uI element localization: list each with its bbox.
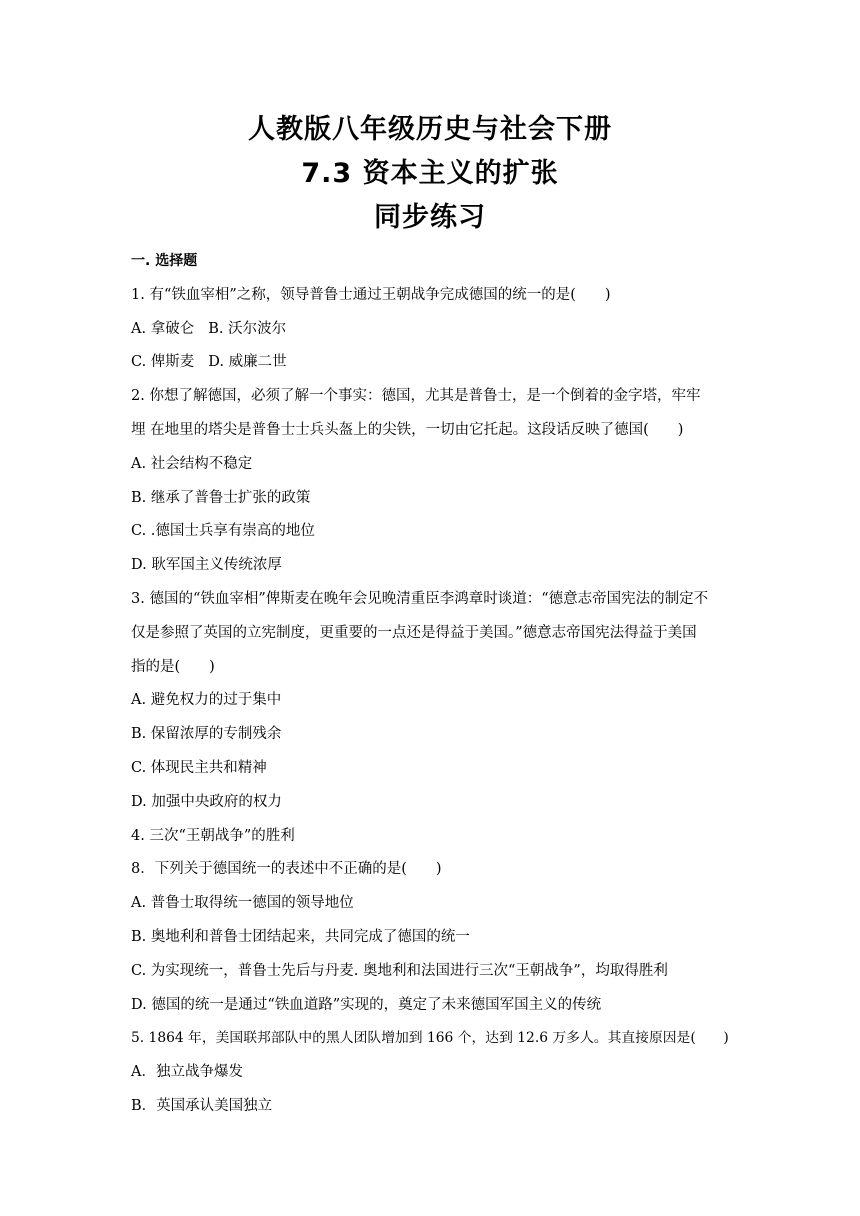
question-3-option-a: A. 避免权力的过于集中 xyxy=(131,692,282,709)
document-body xyxy=(131,245,735,1124)
question-2-option-b: B. 继承了普鲁士扩张的政策 xyxy=(131,489,311,506)
question-2-option-a: A. 社会结构不稳定 xyxy=(131,455,253,472)
question-3-option-d: D. 加强中央政府的权力 xyxy=(131,793,282,810)
question-1-options-row-2 xyxy=(131,346,735,380)
question-8-option-c: C. 为实现统一，普鲁士先后与丹麦. 奥地利和法国进行三次“王朝战争”，均取得胜利 xyxy=(131,962,668,979)
question-3-option-c: C. 体现民主共和精神 xyxy=(131,759,267,776)
question-5-option-b: B．英国承认美国独立 xyxy=(131,1097,273,1114)
question-2-stem-line-2: 埋 在地里的塔尖是普鲁士士兵头盔上的尖铁，一切由它托起。这段话反映了德国( ) xyxy=(131,421,684,438)
question-1-option-b: B. 沃尔波尔 xyxy=(208,320,287,337)
question-3-stem-line-1: 3. 德国的“铁血宰相”俾斯麦在晚年会见晚清重臣李鸿章时谈道：“德意志帝国宪法的制定不 xyxy=(131,590,709,607)
title-line-1: 人教版八年级历史与社会下册 xyxy=(248,114,612,145)
question-8-option-a: A. 普鲁士取得统一德国的领导地位 xyxy=(131,895,354,912)
question-3-option-b: B. 保留浓厚的专制残余 xyxy=(131,726,282,743)
question-8-option-d: D. 德国的统一是通过“铁血道路”实现的，奠定了未来德国军国主义的传统 xyxy=(131,996,602,1013)
document-title xyxy=(0,108,860,240)
question-2-option-d: D. 耿军国主义传统浓厚 xyxy=(131,557,282,574)
title-line-2: 7.3 资本主义的扩张 xyxy=(301,158,559,189)
question-2-option-c: C. .德国士兵享有崇高的地位 xyxy=(131,523,315,540)
question-1-stem: 1. 有“铁血宰相”之称，领导普鲁士通过王朝战争完成德国的统一的是( ) xyxy=(131,286,611,303)
section-heading: 一. 选择题 xyxy=(131,253,198,269)
question-2-stem-line-1: 2. 你想了解德国，必须了解一个事实：德国，尤其是普鲁士，是一个倒着的金字塔，牢牢 xyxy=(131,388,701,405)
question-3-stem-line-2: 仅是参照了英国的立宪制度，更重要的一点还是得益于美国。”德意志帝国宪法得益于美国 xyxy=(131,624,697,641)
question-1-options-row-1 xyxy=(131,313,735,347)
question-5-stem: 5. 1864 年，美国联邦部队中的黑人团队增加到 166 个，达到 12.6 万多人。其直接原因是( ) xyxy=(131,1030,729,1047)
question-1-option-d: D. 威廉二世 xyxy=(208,354,287,371)
question-8-option-b: B. 奥地利和普鲁士团结起来，共同完成了德国的统一 xyxy=(131,928,470,945)
question-4-stem: 4. 三次“王朝战争”的胜利 xyxy=(131,827,295,844)
question-8-stem: 8．下列关于德国统一的表述中不正确的是( ) xyxy=(131,861,442,878)
question-1-option-c: C. 俾斯麦 xyxy=(131,354,195,371)
question-1-option-a: A. 拿破仑 xyxy=(131,320,195,337)
question-3-stem-line-3: 指的是( ) xyxy=(131,658,215,675)
title-line-3: 同步练习 xyxy=(374,202,486,233)
question-5-option-a: A．独立战争爆发 xyxy=(131,1064,243,1081)
